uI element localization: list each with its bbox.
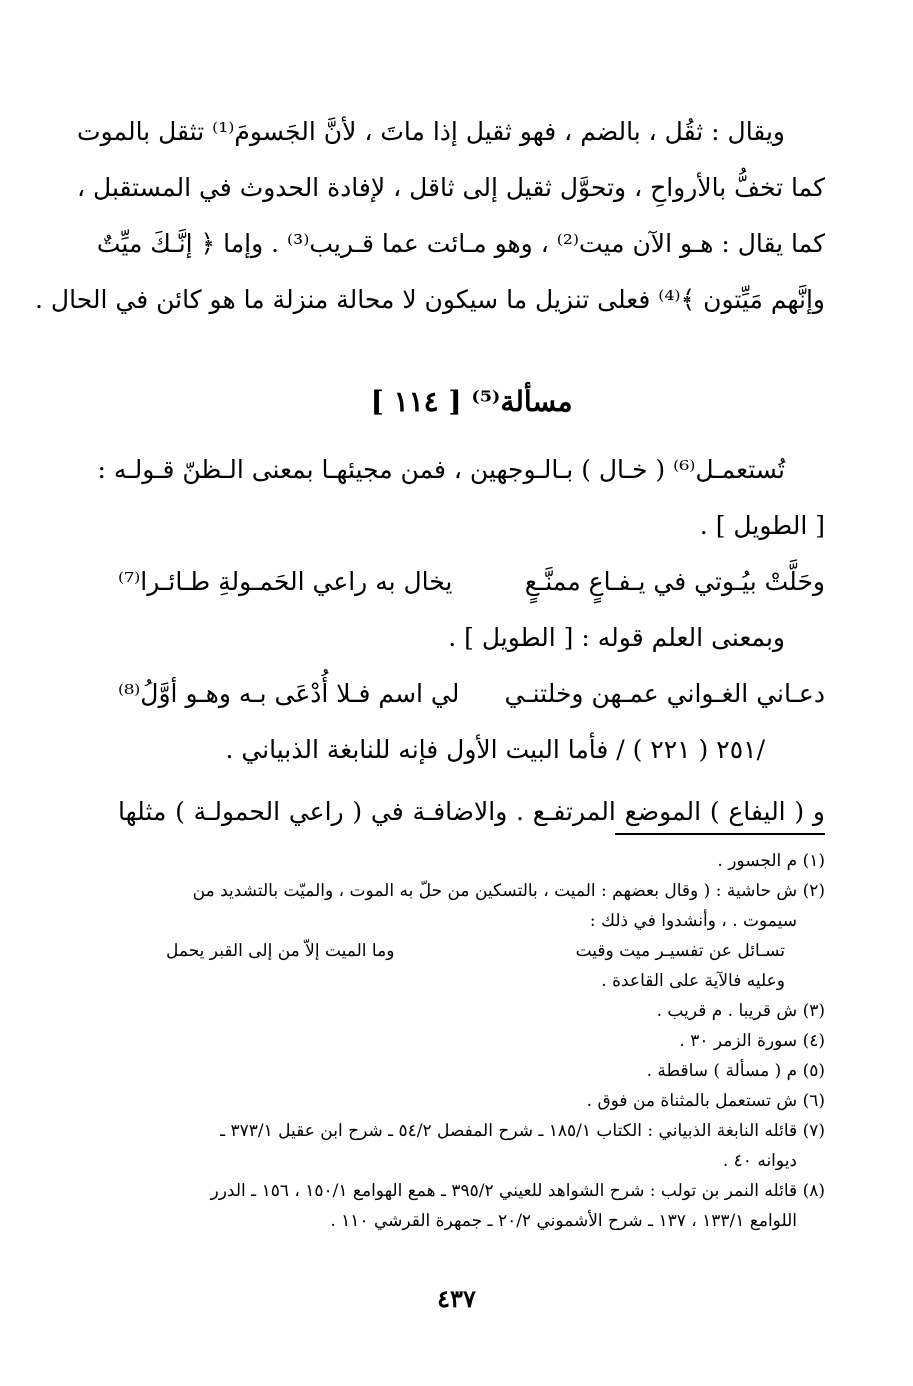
footnote: (٢) ش حاشية : ( وقال بعضهم : الميت ، بالتسكين من حلّ به الموت ، والميّت بالتشديد من xyxy=(192,881,825,901)
verse-second-hemistich: لي اسم فـلا أُدْعَى بـه وهـو أوَّلُ⁽⁸⁾ xyxy=(118,679,460,708)
poem-verse xyxy=(118,554,825,610)
poem-verse xyxy=(118,666,825,722)
footnote-continuation: سيموت . ، وأنشدوا في ذلك : xyxy=(589,911,797,931)
footnote: (٧) قائله النابغة الذبياني : الكتاب ١٨٥/١ ـ شرح المفصل ٥٤/٢ ـ شرح ابن عقيل ٣٧٣/١ ـ xyxy=(220,1121,825,1141)
footnote-verse xyxy=(116,936,825,966)
footnote-continuation: وعليه فالآية على القاعدة . xyxy=(601,971,785,991)
footnote: (٥) م ( مسألة ) ساقطة . xyxy=(646,1061,825,1081)
main-text xyxy=(35,104,825,840)
footnote: (٤) سورة الزمر ٣٠ . xyxy=(679,1031,825,1051)
footnote: (٣) ش قريبا . م قريب . xyxy=(656,1001,825,1021)
footnote: (٦) ش تستعمل بالمثناة من فوق . xyxy=(586,1091,825,1111)
body-line: تُستعمـل⁽⁶⁾ ( خـال ) بـالـوجهين ، فمن مجيئهـا بمعنى الـظنّ قـولـه : xyxy=(97,455,785,484)
verse-second-hemistich: يخال به راعي الحَمـولةِ طـائـرا⁽⁷⁾ xyxy=(118,567,453,596)
section-title: مسألة⁽⁵⁾ [ ١١٤ ] xyxy=(370,385,573,418)
verse-first-hemistich: وحَلَّتْ بيُـوتي في يـفـاعٍ ممنَّـعٍ xyxy=(524,567,825,596)
body-line: وبمعنى العلم قوله : [ الطويل ] . xyxy=(448,623,785,652)
verse-first-hemistich: دعـاني الغـواني عمـهن وخلتنـي xyxy=(504,679,825,708)
verse-first-hemistich: تسـائل عن تفسيـر ميت وقيت xyxy=(575,941,785,961)
body-line: [ الطويل ] . xyxy=(699,511,825,540)
body-line: كما تخفُّ بالأرواحِ ، وتحوَّل ثقيل إلى ثاقل ، لإفادة الحدوث في المستقبل ، xyxy=(77,173,825,202)
body-line: وإنَّهم مَيِّتون ﴾⁽⁴⁾ فعلى تنزيل ما سيكون لا محالة منزلة ما هو كائن في الحال . xyxy=(35,285,825,314)
body-line: /٢٥١ ( ٢٢١ ) / فأما البيت الأول فإنه للنابغة الذبياني . xyxy=(225,735,765,764)
footnote-continuation: اللوامع ١٣٣/١ ، ١٣٧ ـ شرح الأشموني ٢٠/٢ ـ جمهرة القرشي ١١٠ . xyxy=(330,1211,797,1231)
body-line: و ( اليفاع ) الموضع المرتفـع . والاضافـة في ( راعي الحمولـة ) مثلها xyxy=(118,797,825,826)
footnote-continuation: ديوانه ٤٠ . xyxy=(722,1151,797,1171)
footnote: (٨) قائله النمر بن تولب : شرح الشواهد للعيني ٣٩٥/٢ ـ همع الهوامع ١٥٠/١ ، ١٥٦ ـ الدرر xyxy=(210,1181,825,1201)
footnote-divider xyxy=(615,833,825,835)
body-line: كما يقال : هـو الآن ميت⁽²⁾ ، وهو مـائت عما قـريب⁽³⁾ . وإما ﴿ إنَّـكَ ميِّتٌ xyxy=(96,229,825,258)
verse-second-hemistich: وما الميت إلاّ من إلى القبر يحمل xyxy=(166,941,395,961)
page-number: ٤٣٧ xyxy=(437,1284,476,1313)
footnote: (١) م الجسور . xyxy=(717,851,825,871)
footnotes xyxy=(116,846,825,1236)
body-line: ويقال : ثقُل ، بالضم ، فهو ثقيل إذا ماتَ ، لأنَّ الجَسومَ⁽¹⁾ تثقل بالموت xyxy=(77,117,785,146)
